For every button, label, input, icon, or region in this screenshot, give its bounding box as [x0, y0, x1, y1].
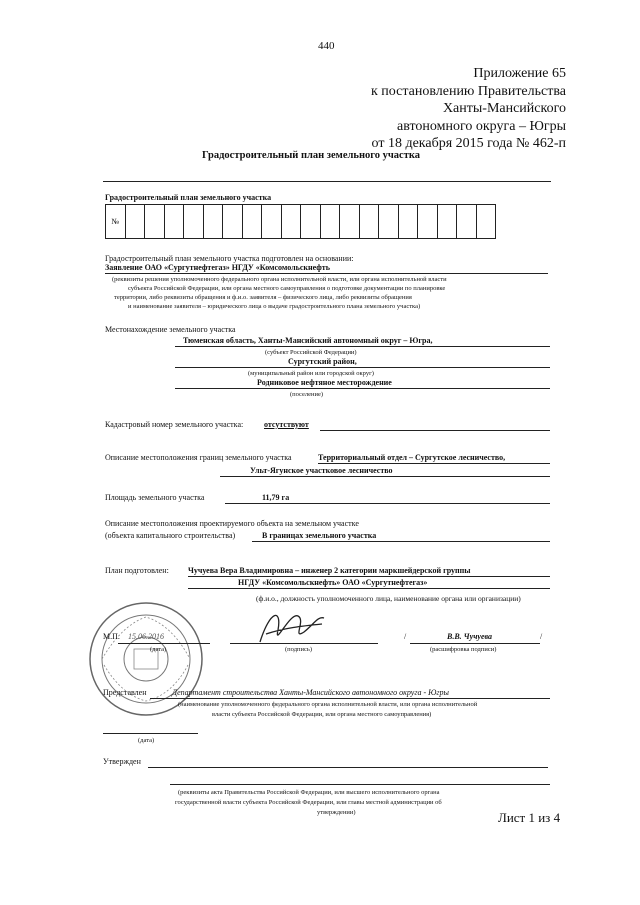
basis-label: Градостроительный план земельного участка подготовлен на основании:	[105, 254, 354, 263]
sign-note: (подпись)	[285, 646, 312, 653]
number-sign-cell: №	[106, 205, 126, 239]
object-value: В границах земельного участка	[262, 531, 377, 540]
gpzu-number-cell	[359, 205, 379, 239]
date-block-note: (дата)	[138, 737, 155, 744]
slash-right: /	[540, 632, 543, 641]
name-note: (расшифровка подписи)	[430, 646, 497, 653]
boundaries-value-2: Ульт-Ягунское участковое лесничество	[250, 466, 393, 475]
approved-label: Утвержден	[103, 757, 141, 766]
subject-rule	[175, 346, 550, 347]
slash-left: /	[404, 632, 407, 641]
area-value: 11,79 га	[262, 493, 290, 502]
gpzu-number-cell	[164, 205, 184, 239]
submitted-rule	[150, 698, 550, 699]
approved-note-2: государственной власти субъекта Российской Федерации, или главы местной администрации об	[175, 799, 442, 806]
date-block-rule	[103, 733, 198, 734]
basis-note-4: и наименование заявителя – юридического лица о выдаче градостроительного плана земельного участка)	[128, 303, 421, 310]
district-rule	[175, 367, 550, 368]
area-rule	[225, 503, 550, 504]
basis-note-1: (реквизиты решения уполномоченного федерального органа исполнительной власти, или органа исполнительной власти	[112, 276, 447, 283]
gpzu-number-grid	[105, 204, 496, 239]
basis-rule	[105, 273, 548, 274]
gpzu-number-cell	[437, 205, 457, 239]
submitted-note-1: (наименование уполномоченного федерального органа исполнительной власти, или органа исполнительной	[178, 701, 478, 708]
approved-rule	[148, 767, 548, 768]
settlement-rule	[175, 388, 550, 389]
mp-label: М.П.	[103, 632, 120, 641]
prepared-label: План подготовлен:	[105, 566, 169, 575]
basis-note-2: субъекта Российской Федерации, или органа местного самоуправления о подготовке документации по планировке	[128, 285, 446, 292]
signer-name: В.В. Чучуева	[447, 632, 493, 641]
boundaries-rule-1	[318, 463, 550, 464]
basis-value: Заявление ОАО «Сургутнефтегаз» НГДУ «Комсомольскнефть	[105, 263, 330, 272]
date-value: 15.06.2016	[128, 632, 164, 641]
object-rule	[252, 541, 550, 542]
object-label-2: (объекта капитального строительства)	[105, 531, 236, 540]
gpzu-number-cell	[398, 205, 418, 239]
approved-rule-2	[170, 784, 550, 785]
district-note: (муниципальный район или городской округ)	[248, 370, 374, 377]
gpzu-number-cell	[184, 205, 204, 239]
object-label-1: Описание местоположения проектируемого объекта на земельном участке	[105, 519, 359, 528]
gpzu-number-cell	[281, 205, 301, 239]
basis-note-3: территории, либо реквизиты обращения и ф.и.о. заявителя – физического лица, либо реквизиты обращения	[114, 294, 412, 301]
gpzu-number-cell	[125, 205, 145, 239]
gpzu-number-cell	[340, 205, 360, 239]
location-settlement: Родниковое нефтяное месторождение	[257, 378, 392, 387]
gpzu-number-cell	[301, 205, 321, 239]
sign-rule	[230, 643, 378, 644]
submitted-value: Департамент строительства Ханты-Мансийского автономного округа - Югры	[172, 688, 449, 697]
date-note: (дата)	[150, 646, 167, 653]
gpzu-number-cell	[223, 205, 243, 239]
gpzu-number-cell	[476, 205, 496, 239]
appendix-line-4: автономного округа – Югры	[397, 119, 566, 134]
approved-note-3: утверждении)	[317, 809, 356, 816]
prepared-value-2: НГДУ «Комсомольскнефть» ОАО «Сургутнефтегаз»	[238, 578, 428, 587]
settlement-note: (поселение)	[290, 391, 324, 398]
appendix-line-5: от 18 декабря 2015 года № 462-п	[371, 136, 566, 151]
appendix-line-2: к постановлению Правительства	[370, 84, 566, 99]
gpzu-number-cell	[203, 205, 223, 239]
gpzu-number-cell	[418, 205, 438, 239]
boundaries-rule-2	[220, 476, 550, 477]
cadastral-label: Кадастровый номер земельного участка:	[105, 420, 244, 429]
submitted-label: Представлен	[103, 688, 147, 697]
prepared-rule-1	[188, 576, 550, 577]
title-rule	[103, 181, 551, 182]
cadastral-value: отсутствуют	[264, 420, 309, 429]
boundaries-value-1: Территориальный отдел – Сургутское лесничество,	[318, 453, 506, 462]
submitted-note-2: власти субъекта Российской Федерации, или органа местного самоуправления)	[212, 711, 432, 718]
page-number: 440	[318, 40, 335, 52]
gpzu-number-cell	[262, 205, 282, 239]
location-label: Местонахождение земельного участка	[105, 325, 236, 334]
gpzu-number-cell	[457, 205, 477, 239]
prepared-note: (ф.и.о., должность уполномоченного лица, наименование органа или организации)	[256, 594, 521, 603]
area-label: Площадь земельного участка	[105, 493, 205, 502]
gpzu-number-cell	[320, 205, 340, 239]
appendix-line-3: Ханты-Мансийского	[442, 101, 566, 116]
document-title: Градостроительный план земельного участка	[202, 150, 421, 161]
approved-note-1: (реквизиты акта Правительства Российской Федерации, или высшего исполнительного органа	[178, 789, 440, 796]
sheet-counter: Лист 1 из 4	[498, 810, 561, 825]
cadastral-rule	[320, 430, 550, 431]
subject-note: (субъект Российской Федерации)	[265, 349, 357, 356]
appendix-line-1: Приложение 65	[473, 66, 566, 81]
gpzu-number-cell	[379, 205, 399, 239]
gpzu-header: Градостроительный план земельного участка	[105, 193, 272, 202]
date-rule	[118, 643, 210, 644]
prepared-value-1: Чучуева Вера Владимировна – инженер 2 категории маркшейдерской группы	[188, 566, 471, 575]
name-rule	[410, 643, 540, 644]
location-subject: Тюменская область, Ханты-Мансийский автономный округ – Югра,	[183, 336, 433, 345]
gpzu-number-cell	[145, 205, 165, 239]
prepared-rule-2	[188, 588, 550, 589]
boundaries-label: Описание местоположения границ земельного участка	[105, 453, 292, 462]
location-district: Сургутский район,	[288, 357, 357, 366]
gpzu-number-cell	[242, 205, 262, 239]
